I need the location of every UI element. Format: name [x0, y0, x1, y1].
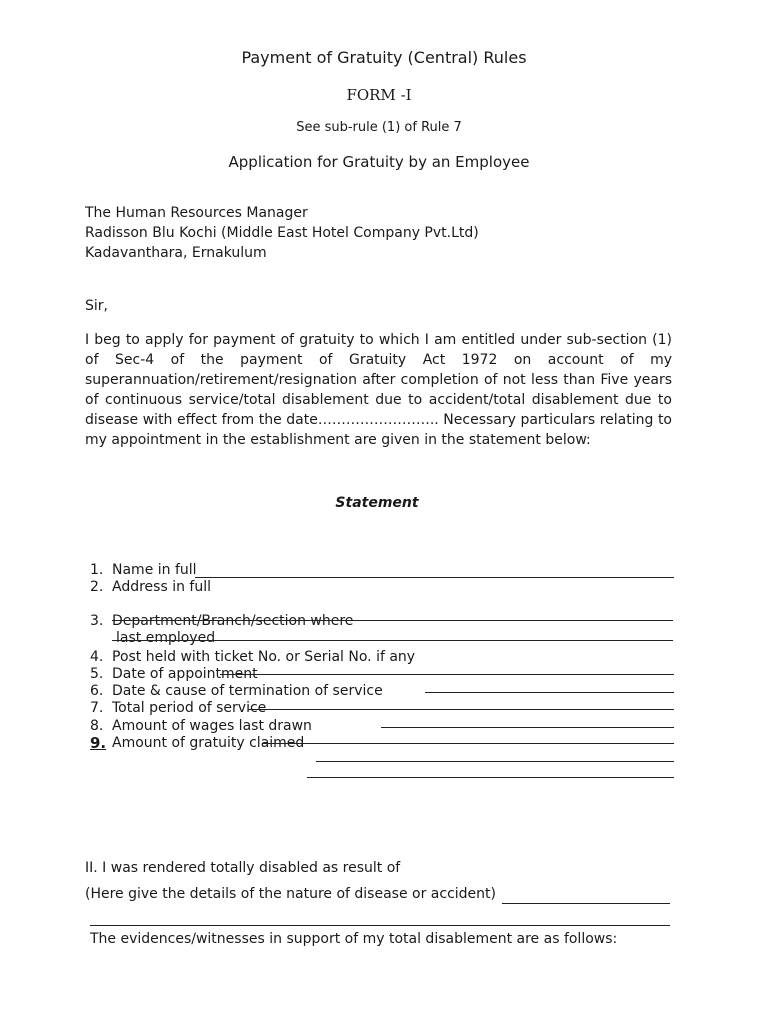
item-number: 9.: [90, 734, 107, 752]
form-number: FORM -I: [346, 86, 412, 104]
disablement-details-fill-line[interactable]: [502, 903, 670, 904]
post-fill-line[interactable]: [220, 674, 674, 675]
item-label-continued: last employed: [116, 630, 216, 646]
item-number: 5.: [90, 666, 104, 682]
subrule-reference: See sub-rule (1) of Rule 7: [296, 120, 462, 135]
item-number: 1.: [90, 562, 104, 578]
gratuity-fill-line-3[interactable]: [307, 777, 674, 778]
item-label: Post held with ticket No. or Serial No. if any: [112, 649, 416, 665]
item-label: Total period of service: [112, 700, 267, 716]
evidence-statement: The evidences/witnesses in support of my total disablement are as follows:: [90, 931, 618, 947]
item-label: Address in full: [112, 579, 211, 595]
address-line-3: Kadavanthara, Ernakulum: [85, 245, 267, 261]
item-label: Date & cause of termination of service: [112, 683, 383, 699]
item-number: 7.: [90, 700, 104, 716]
application-title: Application for Gratuity by an Employee: [228, 153, 530, 171]
disablement-details-prompt: (Here give the details of the nature of disease or accident): [85, 886, 496, 902]
disablement-details-fill-line-2[interactable]: [90, 925, 670, 926]
page-title: Payment of Gratuity (Central) Rules: [241, 48, 527, 67]
item-label: Name in full: [112, 562, 197, 578]
item-number: 4.: [90, 649, 104, 665]
wages-fill-line[interactable]: [381, 727, 674, 728]
statement-heading: Statement: [335, 495, 419, 511]
address-line-2: Radisson Blu Kochi (Middle East Hotel Company Pvt.Ltd): [85, 225, 479, 241]
item-label: Amount of gratuity claimed: [112, 735, 305, 751]
address-fill-line[interactable]: [112, 620, 673, 621]
disablement-statement: II. I was rendered totally disabled as result of: [85, 860, 401, 876]
item-label: Date of appointment: [112, 666, 258, 682]
department-fill-line[interactable]: [112, 640, 673, 641]
service-period-fill-line[interactable]: [248, 709, 674, 710]
gratuity-fill-line-2[interactable]: [316, 761, 674, 762]
name-fill-line[interactable]: [195, 577, 674, 578]
item-label: Department/Branch/section where: [112, 613, 354, 629]
application-paragraph: I beg to apply for payment of gratuity to which I am entitled under sub-section (1) of Sec-4 of the payment of Gratuity Act 1972 on account of my superannuation/retirement/resignation after completion of not less than Five years of continuous service/total disablement due to accident/total disablement due to disease with effect from the date…………………….. Necessary particulars relating to my appointment in the establishment are given in the statement below:: [85, 332, 672, 448]
item-label: Amount of wages last drawn: [112, 718, 312, 734]
address-line-1: The Human Resources Manager: [85, 205, 308, 221]
item-number: 3.: [90, 613, 104, 629]
gratuity-fill-line[interactable]: [262, 743, 674, 744]
salutation: Sir,: [85, 298, 108, 314]
item-number: 6.: [90, 683, 104, 699]
termination-fill-line[interactable]: [425, 692, 674, 693]
item-number: 2.: [90, 579, 104, 595]
item-number: 8.: [90, 718, 104, 734]
